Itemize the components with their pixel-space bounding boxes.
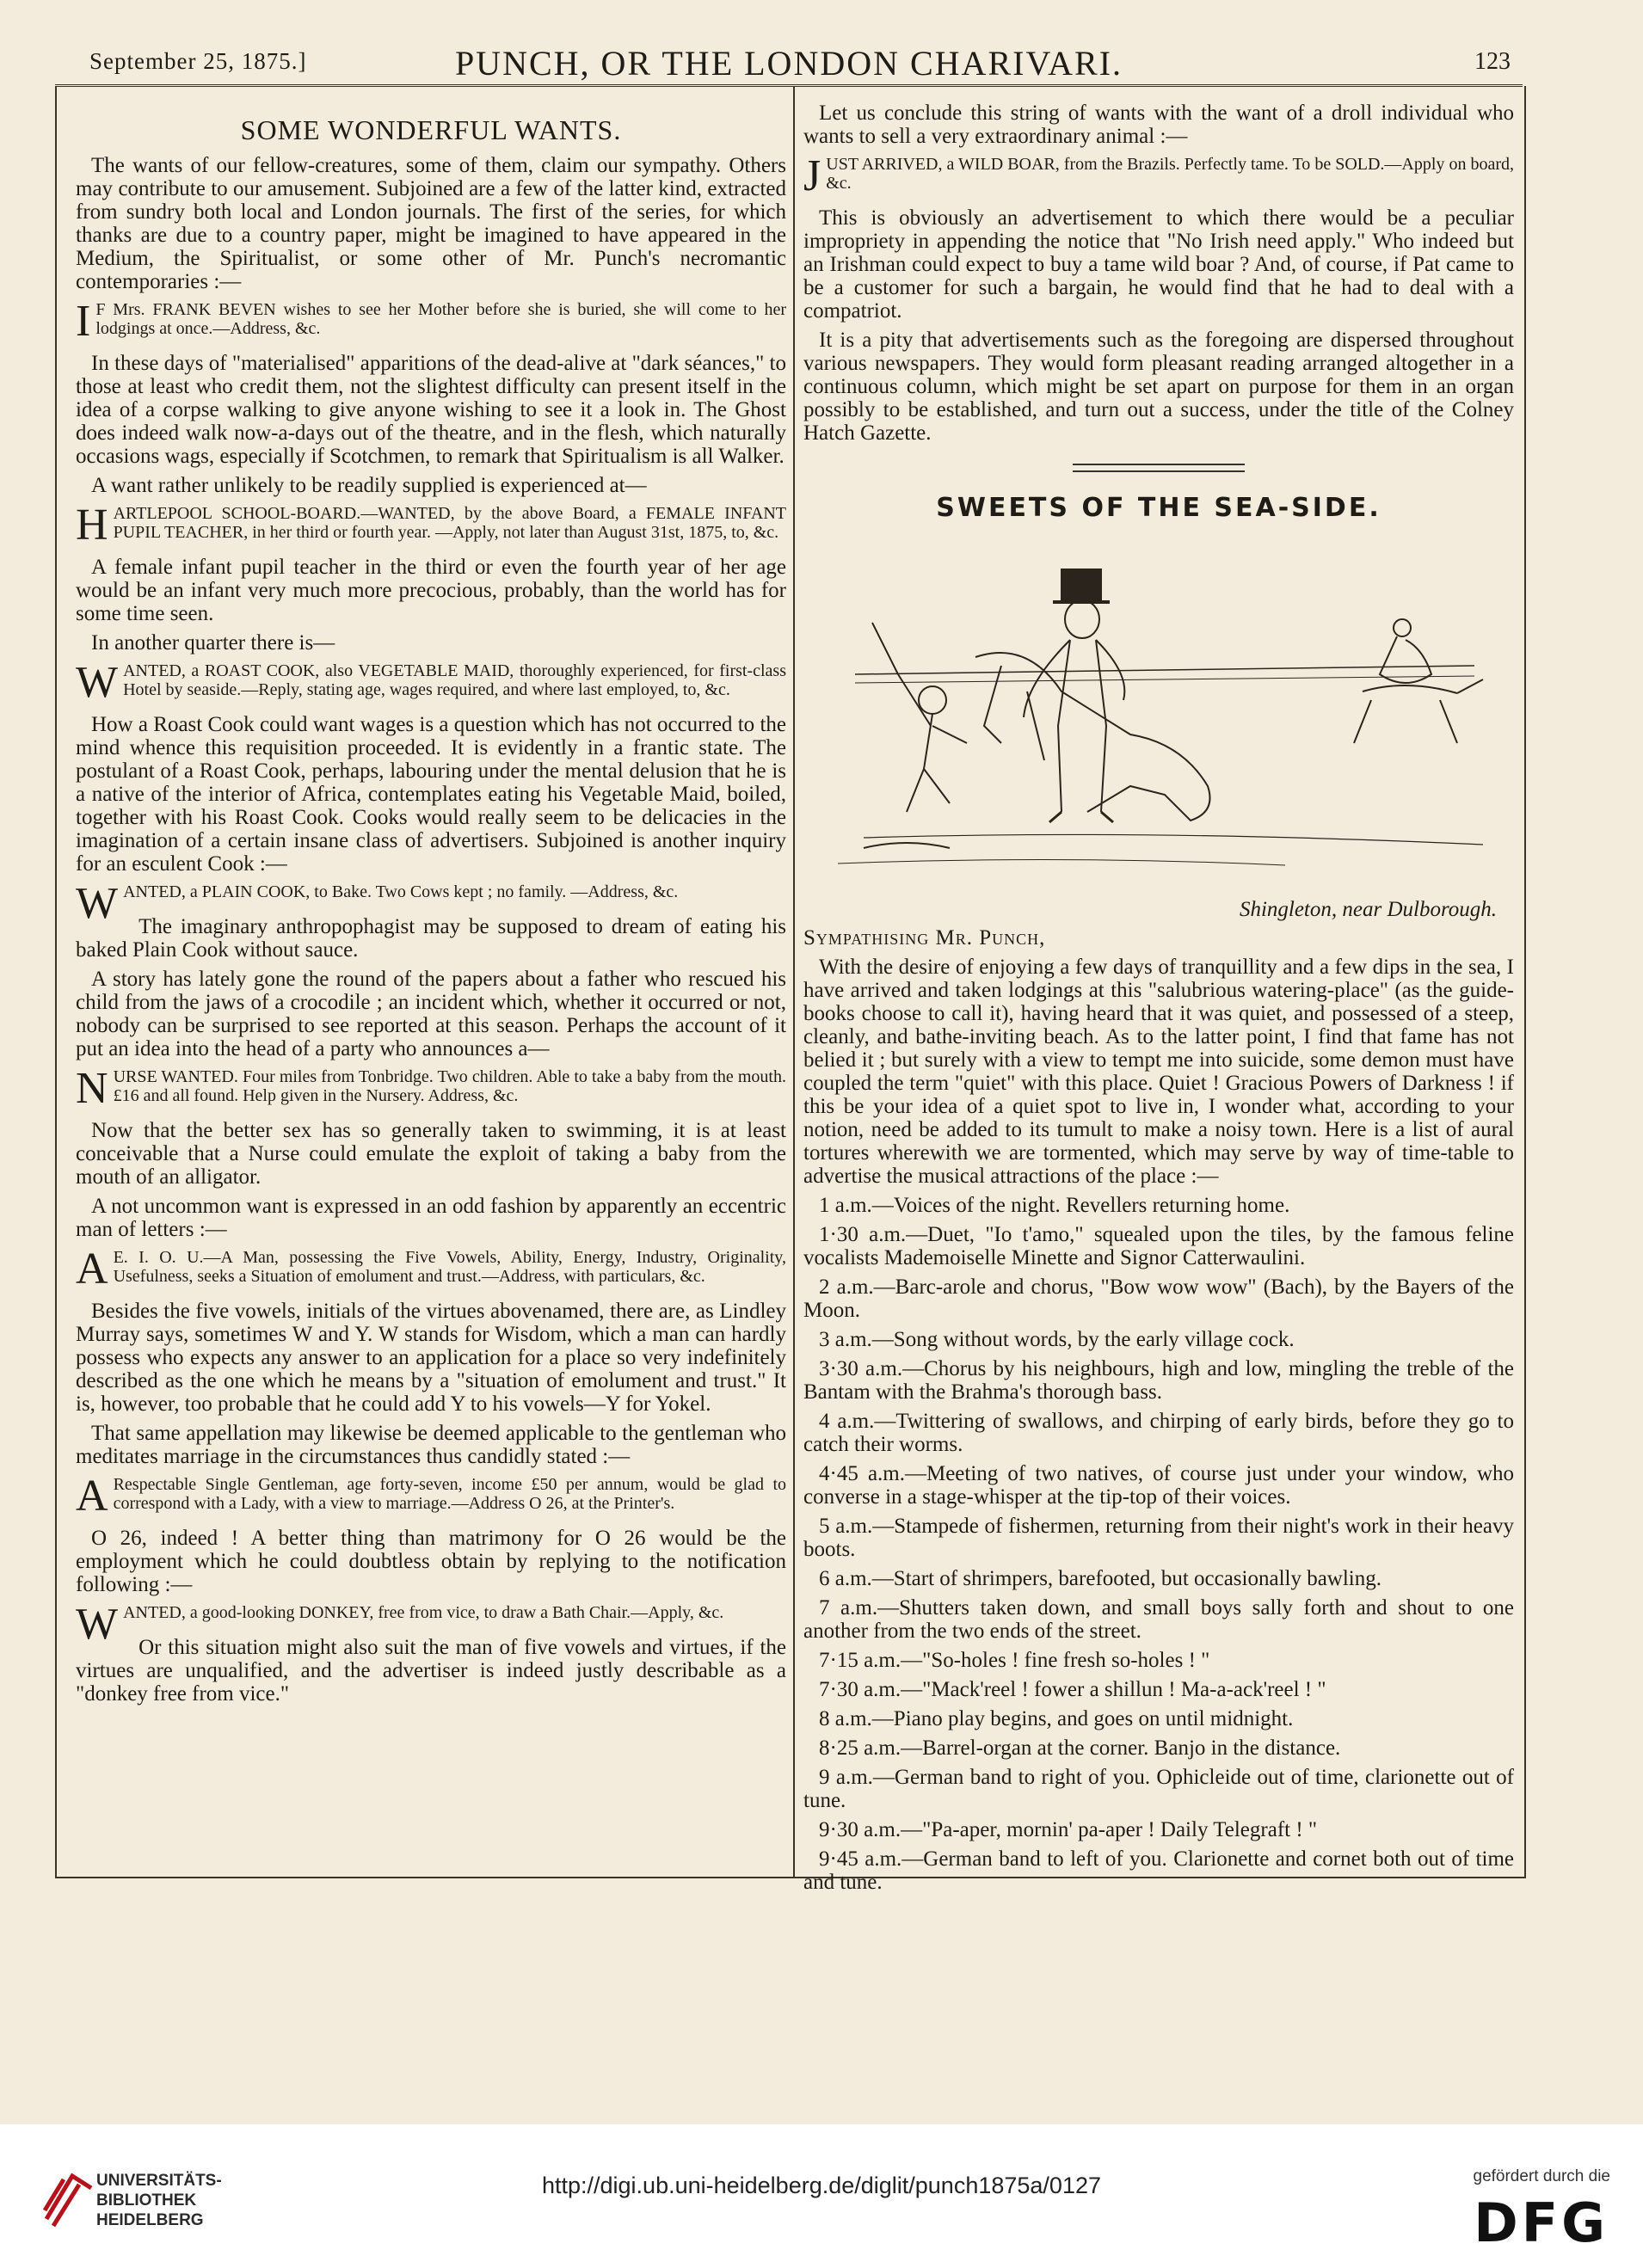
advertisement: A E. I. O. U.—A Man, possessing the Five Vowels, Ability, Energy, Industry, Originality, Usefulness, seeks a Situation of emolument and trust.—Address, with particulars, &c. <box>76 1245 786 1294</box>
paragraph: A want rather unlikely to be readily supplied is experienced at— <box>91 474 647 497</box>
left-column <box>76 101 786 1712</box>
advertisement: JUST ARRIVED, a WILD BOAR, from the Brazils. Perfectly tame. To be SOLD.—Apply on board, &c. <box>803 151 1514 200</box>
paragraph: In another quarter there is— <box>91 631 335 655</box>
right-column <box>803 101 1514 1900</box>
paragraph: The imaginary anthropophagist may be supposed to dream of eating his baked Plain Cook without sauce. <box>76 915 786 962</box>
section-rule <box>1073 464 1245 472</box>
paragraph: Besides the five vowels, initials of the virtues abovenamed, there are, as Lindley Murray says, sometimes W and Y. W stands for Wisdom, which a man can hardly possess who expects any answer to an application for a place so very indefinitely described as the one which he means by a "situation of emolument and trust." It is, however, too probable that he could add Y to his vowels—Y for Yokel. <box>76 1300 786 1416</box>
paragraph: How a Roast Cook could want wages is a question which has not occurred to the mind whence this requisition proceeded. It is evidently in a frantic state. The postulant of a Roast Cook, perhaps, labouring under the mental delusion that he is a native of the interior of Africa, contemplates eating his Vegetable Maid, boiled, together with his Roast Cook. Cooks would really seem to be delicacies in the imagination of a certain insane class of advertisers. Subjoined is another inquiry for an esculent Cook :— <box>76 713 786 876</box>
paragraph: O 26, indeed ! A better thing than matrimony for O 26 would be the employment which he could doubtless obtain by replying to the notification following :— <box>76 1527 786 1596</box>
advertisement: HARTLEPOOL SCHOOL-BOARD.—WANTED, by the above Board, a FEMALE INFANT PUPIL TEACHER, in her third or fourth year. —Apply, not later than August 31st, 1875, to, &c. <box>76 501 786 550</box>
header-date: September 25, 1875.] <box>89 48 307 74</box>
timetable-entry: 9·30 a.m.—"Pa-aper, mornin' pa-aper ! Daily Telegraft ! " <box>819 1818 1318 1841</box>
advertisement: WANTED, a ROAST COOK, also VEGETABLE MAID, thoroughly experienced, for first-class Hotel by seaside.—Reply, stating age, wages required, and where last employed, to, &c. <box>76 658 786 707</box>
funding-note: gefördert durch die <box>1473 2167 1610 2185</box>
timetable-entry: 5 a.m.—Stampede of fishermen, returning from their night's work in their heavy boots. <box>803 1515 1514 1561</box>
advertisement: WANTED, a good-looking DONKEY, free from vice, to draw a Bath Chair.—Apply, &c. <box>76 1600 724 1649</box>
paragraph: Let us conclude this string of wants with the want of a droll individual who wants to sell a very extraordinary animal :— <box>803 101 1514 148</box>
timetable-entry: 8 a.m.—Piano play begins, and goes on until midnight. <box>819 1707 1294 1730</box>
salutation: Sympathising Mr. Punch, <box>803 926 1046 950</box>
page-header <box>55 43 1523 87</box>
advertisement: WANTED, a PLAIN COOK, to Bake. Two Cows kept ; no family. —Address, &c. <box>76 879 679 928</box>
timetable-entry: 3 a.m.—Song without words, by the early village cock. <box>819 1328 1295 1351</box>
paragraph: It is a pity that advertisements such as the foregoing are dispersed throughout various newspapers. They would form pleasant reading arranged altogether in a continuous column, which might be set apart on purpose for them in an organ possibly to be established, and turn out a success, under the title of the Colney Hatch Gazette. <box>803 329 1514 445</box>
advertisement: NURSE WANTED. Four miles from Tonbridge. Two children. Able to take a baby from the mouth. £16 and all found. Help given in the Nursery. Address, &c. <box>76 1064 786 1113</box>
paragraph: Or this situation might also suit the man of five vowels and virtues, if the virtues are unqualified, and the advertiser is indeed justly describable as a "donkey free from vice." <box>76 1636 786 1706</box>
paragraph: A not uncommon want is expressed in an odd fashion by apparently an eccentric man of letters :— <box>76 1195 786 1241</box>
timetable-entry: 8·25 a.m.—Barrel-organ at the corner. Banjo in the distance. <box>819 1736 1341 1760</box>
publication-title: PUNCH, OR THE LONDON CHARIVARI. <box>454 44 1123 83</box>
timetable-entry: 6 a.m.—Start of shrimpers, barefooted, but occasionally bawling. <box>819 1567 1382 1590</box>
page-number: 123 <box>1474 48 1511 75</box>
paragraph: The wants of our fellow-creatures, some of them, claim our sympathy. Others may contribute to our amusement. Subjoined are a few of the latter kind, extracted from sundry both local and London journals. The first of the series, for which thanks are due to a country paper, might be imagined to have appeared in the Medium, the Spiritualist, or some other of Mr. Punch's necromantic contemporaries :— <box>76 154 786 293</box>
library-name: UNIVERSITÄTS- BIBLIOTHEK HEIDELBERG <box>96 2172 222 2229</box>
column-divider <box>793 86 795 1877</box>
timetable-entry: 9·45 a.m.—German band to left of you. Clarionette and cornet both out of time and tune. <box>803 1847 1514 1894</box>
cartoon-title: SWEETS OF THE SEA-SIDE. <box>936 493 1381 523</box>
advertisement: I F Mrs. FRANK BEVEN wishes to see her Mother before she is buried, she will come to her lodgings at once.—Address, &c. <box>76 297 786 346</box>
paragraph: In these days of "materialised" apparitions of the dead-alive at "dark séances," to those at least who credit them, not the slightest difficulty can present itself in the idea of a corpse walking to give anyone wishing to see it a look in. The Ghost does indeed walk now-a-days out of the theatre, and in the flesh, which naturally occasions wags, especially if Scotchmen, to remark that Spiritualism is all Walker. <box>76 352 786 468</box>
paragraph: A story has lately gone the round of the papers about a father who rescued his child from the jaws of a crocodile ; an incident which, whether it occurred or not, nobody can be surprised to see reported at this season. Perhaps the account of it put an idea into the head of a party who announces a— <box>76 968 786 1060</box>
timetable-entry: 7·15 a.m.—"So-holes ! fine fresh so-holes ! " <box>819 1649 1210 1672</box>
advertisement: A Respectable Single Gentleman, age forty-seven, income £50 per annum, would be glad to correspond with a Lady, with a view to marriage.—Address O 26, at the Printer's. <box>76 1472 786 1521</box>
paragraph: That same appellation may likewise be deemed applicable to the gentleman who meditates marriage in the circumstances thus candidly stated :— <box>76 1422 786 1468</box>
dateline: Shingleton, near Dulborough. <box>1239 898 1497 921</box>
timetable-entry: 7 a.m.—Shutters taken down, and small boys sally forth and shout to one another from the two ends of the street. <box>803 1596 1514 1643</box>
paragraph: A female infant pupil teacher in the third or even the fourth year of her age would be an infant very much more precocious, probably, than the world has for some time seen. <box>76 556 786 625</box>
timetable-entry: 1·30 a.m.—Duet, "Io t'amo," squealed upon the tiles, by the famous feline vocalists Mademoiselle Minette and Signor Catterwaulini. <box>803 1223 1514 1269</box>
timetable-entry: 4·45 a.m.—Meeting of two natives, of course just under your window, who converse in a stage-whisper at the tip-top of their voices. <box>803 1462 1514 1509</box>
article-title: SOME WONDERFUL WANTS. <box>240 114 622 145</box>
viewer-footer <box>0 2124 1643 2268</box>
timetable-entry: 7·30 a.m.—"Mack'reel ! fower a shillun ! Ma-a-ack'reel ! " <box>819 1678 1326 1701</box>
timetable-entry: 9 a.m.—German band to right of you. Ophicleide out of time, clarionette out of tune. <box>803 1766 1514 1812</box>
paragraph: Now that the better sex has so generally taken to swimming, it is at least conceivable that a Nurse could emulate the exploit of taking a baby from the mouth of an alligator. <box>76 1119 786 1189</box>
dfg-logo: DFG <box>1474 2191 1609 2254</box>
timetable-entry: 3·30 a.m.—Chorus by his neighbours, high and low, mingling the treble of the Bantam with the Brahma's thorough bass. <box>803 1357 1514 1404</box>
timetable-entry: 4 a.m.—Twittering of swallows, and chirping of early birds, before they go to catch their worms. <box>803 1410 1514 1456</box>
paragraph: This is obviously an advertisement to which there would be a peculiar impropriety in appending the notice that "No Irish need apply." Who indeed but an Irishman could expect to buy a tame wild boar ? And, of course, if Pat came to be a customer for such a bargain, he would find that he had to deal with a compatriot. <box>803 206 1514 323</box>
seaside-cartoon-illustration <box>803 528 1514 889</box>
timetable-entry: 1 a.m.—Voices of the night. Revellers returning home. <box>819 1194 1290 1217</box>
permalink[interactable]: http://digi.ub.uni-heidelberg.de/diglit/punch1875a/0127 <box>541 2173 1101 2198</box>
timetable-entry: 2 a.m.—Barc-arole and chorus, "Bow wow wow" (Bach), by the Bayers of the Moon. <box>803 1275 1514 1322</box>
paragraph: With the desire of enjoying a few days of tranquillity and a few dips in the sea, I have arrived and taken lodgings at this "salubrious watering-place" (as the guide-books choose to call it), having heard that it was quiet, and possessed of a steep, cleanly, and bathe-inviting beach. As to the latter point, I find that fame has not belied it ; but surely with a view to tempt me into suicide, some demon must have coupled the term "quiet" with this place. Quiet ! Gracious Powers of Darkness ! if this be your idea of a quiet spot to live in, I wonder what, according to your notion, need be added to its tumult to make a noisy town. Here is a list of aural tortures wherewith we are tormented, which may serve by way of time-table to advertise the musical attractions of the place :— <box>803 956 1514 1188</box>
